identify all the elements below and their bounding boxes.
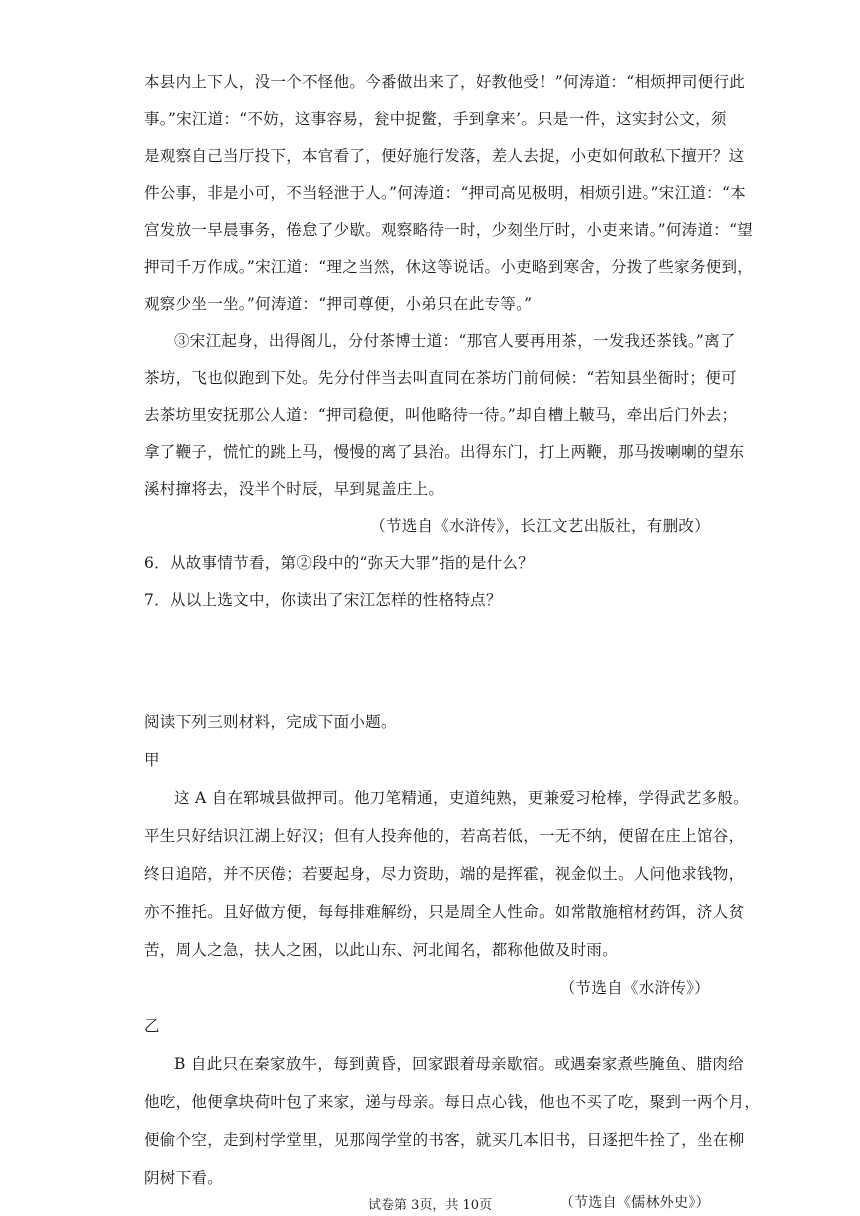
passage-line: 本县内上下人，没一个不怪他。今番做出来了，好教他受！”何涛道：“相烦押司便行此 — [144, 73, 746, 91]
material-jia-source: （节选自《水浒传》） — [559, 979, 710, 997]
material-jia-line: 苦，周人之急，扶人之困，以此山东、河北闻名，都称他做及时雨。 — [144, 941, 619, 959]
passage-line: 是观察自己当厅投下，本官看了，便好施行发落，差人去捉，小吏如何敢私下擅开？这 — [144, 147, 745, 165]
question-7: 7．从以上选文中，你读出了宋江怎样的性格特点？ — [144, 591, 502, 609]
material-jia-label: 甲 — [144, 751, 160, 769]
paragraph-3-line: 去茶坊里安抚那公人道：“押司稳便，叫他略待一待。”却自槽上鞁马，牵出后门外去； — [144, 406, 738, 424]
source-citation: （节选自《水浒传》，长江文艺出版社，有删改） — [370, 517, 710, 535]
passage-line: 件公事，非是小可，不当轻泄于人。”何涛道：“押司高见极明，相烦引进。”宋江道：“本 — [144, 184, 746, 202]
material-jia-line: 平生只好结识江湖上好汉；但有人投奔他的，若高若低，一无不纳，便留在庄上馆谷， — [144, 827, 745, 845]
material-yi-line: 便偷个空，走到村学堂里，见那闯学堂的书客，就买几本旧书，日逐把牛拴了，坐在柳 — [144, 1131, 745, 1149]
material-yi-line: 他吃，他便拿块荷叶包了来家，递与母亲。每日点心钱，他也不买了吃，聚到一两个月， — [144, 1093, 761, 1111]
section-instruction: 阅读下列三则材料，完成下面小题。 — [144, 713, 397, 731]
passage-line: 事。”宋江道：“不妨，这事容易，瓮中捉鳖，手到拿来’。只是一件，这实封公文，须 — [144, 110, 727, 128]
material-jia-line: 亦不推托。且好做方便，每每排难解纷，只是周全人性命。如常散施棺材药饵，济人贫 — [144, 903, 745, 921]
passage-line: 押司千万作成。”宋江道：“理之当然，休这等说话。小吏略到寒舍，分拨了些家务便到， — [144, 258, 754, 276]
material-jia-line: 这 A 自在郓城县做押司。他刀笔精通，吏道纯熟，更兼爱习枪棒，学得武艺多般。 — [174, 789, 749, 807]
question-6: 6．从故事情节看，第②段中的“弥天大罪”指的是什么？ — [144, 554, 535, 572]
material-yi-line: 阴树下看。 — [144, 1169, 224, 1187]
paragraph-3-line: 茶坊，飞也似跑到下处。先分付伴当去叫直同在茶坊门前伺候：“若知县坐衙时；便可 — [144, 369, 737, 387]
paragraph-3-line: 溪村撺将去，没半个时辰，早到晁盖庄上。 — [144, 480, 445, 498]
paragraph-3-line: ③宋江起身，出得阁儿，分付茶博士道：“那官人要再用茶，一发我还茶钱。”离了 — [174, 332, 736, 350]
material-yi-source: （节选自《儒林外史》） — [559, 1195, 710, 1211]
passage-line: 观察少坐一坐。”何涛道：“押司尊便，小弟只在此专等。” — [144, 295, 533, 313]
passage-line: 宫发放一早晨事务，倦怠了少歇。观察略待一时，少刻坐厅时，小吏来请。”何涛道：“望 — [144, 221, 754, 239]
page-footer: 试卷第 3页，共 10页 — [367, 1198, 493, 1213]
paragraph-3-line: 拿了鞭子，慌忙的跳上马，慢慢的离了县治。出得东门，打上两鞭，那马拨喇喇的望东 — [144, 443, 745, 461]
material-yi-label: 乙 — [144, 1017, 160, 1035]
material-yi-line: B 自此只在秦家放牛，每到黄昏，回家跟着母亲歇宿。或遇秦家煮些腌鱼、腊肉给 — [174, 1055, 744, 1073]
material-jia-line: 终日追陪，并不厌倦；若要起身，尽力资助，端的是挥霍，视金似土。人问他求钱物， — [144, 865, 745, 883]
